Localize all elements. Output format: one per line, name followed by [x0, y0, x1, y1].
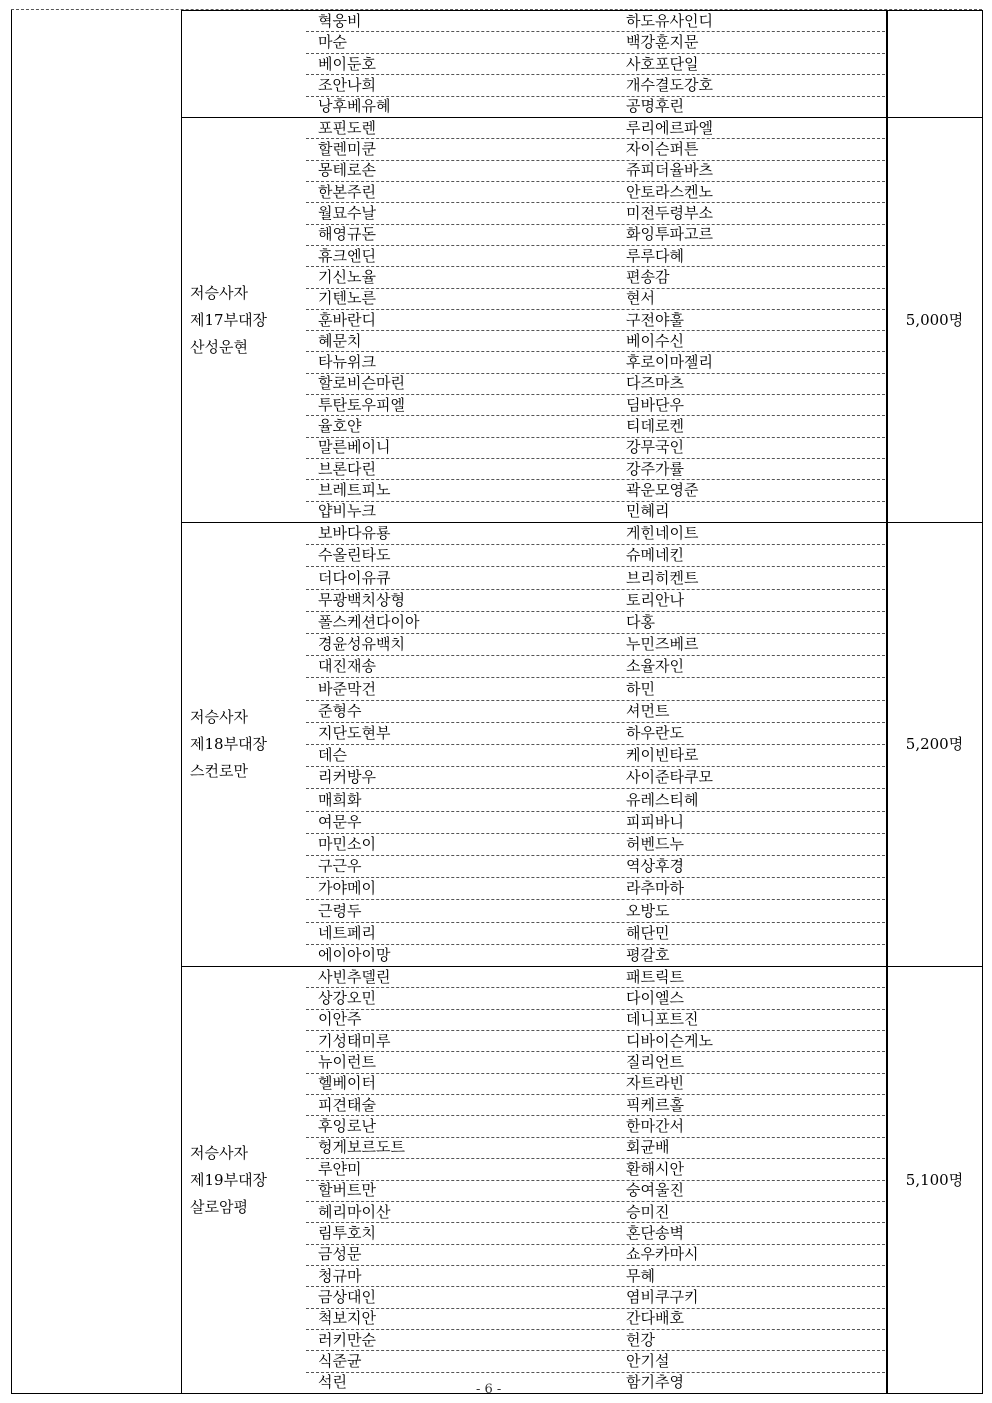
name-left: 이안주	[318, 1010, 362, 1028]
name-left: 헬베이터	[318, 1074, 376, 1092]
name-left: 해영규돈	[318, 225, 376, 243]
unit-label-line: 스컨로만	[190, 762, 248, 780]
unit-label-line: 저승사자	[190, 284, 248, 302]
name-right: 유레스티헤	[626, 791, 699, 809]
name-left: 몽테로손	[318, 161, 376, 179]
row-rule	[306, 1201, 885, 1202]
name-right: 데니포트진	[626, 1010, 699, 1028]
name-right: 구전야훌	[626, 311, 684, 329]
row-rule	[306, 744, 885, 745]
row-rule	[306, 833, 885, 834]
row-rule	[306, 566, 885, 567]
name-right: 공명후린	[626, 97, 684, 115]
name-right: 티데로켄	[626, 417, 684, 435]
name-right: 루리에르파엘	[626, 119, 713, 137]
row-rule	[306, 1073, 885, 1074]
row-rule	[306, 501, 885, 502]
name-left: 낭후베유혜	[318, 97, 391, 115]
name-right: 곽운모영준	[626, 481, 699, 499]
row-rule	[306, 53, 885, 54]
row-rule	[306, 1265, 885, 1266]
row-rule	[306, 1030, 885, 1031]
name-left: 브론다린	[318, 460, 376, 478]
name-right: 염비쿠구키	[626, 1288, 699, 1306]
row-rule	[306, 1158, 885, 1159]
row-rule	[306, 160, 885, 161]
name-right: 딤바단우	[626, 396, 684, 414]
name-right: 하우란도	[626, 724, 684, 742]
name-right: 피피바니	[626, 813, 684, 831]
name-right: 베이수신	[626, 332, 684, 350]
name-left: 사빈추델린	[318, 968, 391, 986]
group-separator	[181, 117, 983, 118]
row-rule	[306, 899, 885, 900]
name-right: 안토라스켄노	[626, 183, 713, 201]
row-rule	[306, 288, 885, 289]
row-rule	[306, 677, 885, 678]
name-right: 환해시안	[626, 1160, 684, 1178]
name-right: 케이빈타로	[626, 746, 699, 764]
name-left: 혜문치	[318, 332, 362, 350]
name-right: 백강훈지문	[626, 33, 699, 51]
name-left: 포핀도렌	[318, 119, 376, 137]
name-left: 구근우	[318, 857, 362, 875]
name-left: 지단도현부	[318, 724, 391, 742]
right-border	[982, 10, 983, 1394]
name-left: 러키만순	[318, 1331, 376, 1349]
row-rule	[306, 944, 885, 945]
name-left: 할버트만	[318, 1181, 376, 1199]
row-rule	[306, 479, 885, 480]
row-rule	[306, 458, 885, 459]
name-right: 하도유사인디	[626, 12, 713, 30]
row-rule	[306, 31, 885, 32]
name-left: 준형수	[318, 702, 362, 720]
name-left: 마순	[318, 33, 347, 51]
row-rule	[306, 987, 885, 988]
name-left: 피견태술	[318, 1096, 376, 1114]
row-rule	[306, 224, 885, 225]
name-left: 매희화	[318, 791, 362, 809]
name-left: 보바다유룡	[318, 524, 391, 542]
name-left: 수올린타도	[318, 546, 391, 564]
row-rule	[306, 74, 885, 75]
name-right: 게힌네이트	[626, 524, 699, 542]
row-rule	[306, 1222, 885, 1223]
name-right: 강무국인	[626, 438, 684, 456]
name-right: 강주가률	[626, 460, 684, 478]
name-left: 네트페리	[318, 924, 376, 942]
row-rule	[306, 309, 885, 310]
name-left: 에이아이망	[318, 946, 391, 964]
name-left: 조안나희	[318, 76, 376, 94]
name-left: 석린	[318, 1373, 347, 1391]
unit-label	[190, 1140, 305, 1221]
row-rule	[306, 96, 885, 97]
group-separator	[181, 522, 983, 523]
row-rule	[306, 1308, 885, 1309]
name-right: 픽케르홀	[626, 1096, 684, 1114]
name-left: 폴스케션다이아	[318, 613, 420, 631]
name-right: 간다배호	[626, 1309, 684, 1327]
unit-count: 5,100명	[905, 1171, 964, 1189]
row-rule	[306, 877, 885, 878]
row-rule	[306, 811, 885, 812]
name-right: 역상후경	[626, 857, 684, 875]
name-right: 해단민	[626, 924, 670, 942]
name-right: 누민즈베르	[626, 635, 699, 653]
page-number: - 6 -	[476, 1382, 502, 1397]
row-rule	[306, 544, 885, 545]
group-separator	[181, 10, 983, 11]
name-left: 기텐노른	[318, 289, 376, 307]
name-right: 쇼우카마시	[626, 1245, 699, 1263]
name-left: 헤리마이산	[318, 1203, 391, 1221]
name-right: 사호포단일	[626, 55, 699, 73]
row-rule	[306, 700, 885, 701]
name-left: 후잉로난	[318, 1117, 376, 1135]
name-right: 자이슨퍼튼	[626, 140, 699, 158]
name-left: 대진재송	[318, 657, 376, 675]
name-right: 슈메네킨	[626, 546, 684, 564]
name-right: 자트라빈	[626, 1074, 684, 1092]
name-right: 승미진	[626, 1203, 670, 1221]
name-right: 디바이슨게노	[626, 1032, 713, 1050]
name-right: 다홍	[626, 613, 655, 631]
row-rule	[306, 1094, 885, 1095]
name-left: 뉴이런트	[318, 1053, 376, 1071]
name-left: 경윤성유백치	[318, 635, 405, 653]
name-left: 척보지안	[318, 1309, 376, 1327]
name-right: 평갈호	[626, 946, 670, 964]
name-left: 상강오민	[318, 989, 376, 1007]
name-left: 월묘수날	[318, 204, 376, 222]
name-right: 후로이마젤리	[626, 353, 713, 371]
unit-label-line: 저승사자	[190, 708, 248, 726]
unit-label-line: 제19부대장	[190, 1171, 268, 1189]
name-right: 소율자인	[626, 657, 684, 675]
name-right: 미전두령부소	[626, 204, 713, 222]
name-right: 브리히켄트	[626, 569, 699, 587]
name-left: 여문우	[318, 813, 362, 831]
name-left: 데슨	[318, 746, 347, 764]
row-rule	[306, 245, 885, 246]
name-right: 한마간서	[626, 1117, 684, 1135]
row-rule	[306, 202, 885, 203]
name-right: 헌강	[626, 1331, 655, 1349]
row-rule	[306, 351, 885, 352]
name-left: 가야메이	[318, 879, 376, 897]
name-left: 기신노율	[318, 268, 376, 286]
name-right: 패트릭트	[626, 968, 684, 986]
row-rule	[306, 330, 885, 331]
name-left: 근령두	[318, 902, 362, 920]
name-left: 금성문	[318, 1245, 362, 1263]
name-left: 청규마	[318, 1267, 362, 1285]
name-left: 더다이유큐	[318, 569, 391, 587]
name-right: 셔먼트	[626, 702, 670, 720]
unit-label	[190, 280, 305, 361]
name-left: 휴크엔딘	[318, 247, 376, 265]
row-rule	[306, 181, 885, 182]
name-right: 편송감	[626, 268, 670, 286]
name-right: 혼단송벽	[626, 1224, 684, 1242]
name-left: 율호얀	[318, 417, 362, 435]
name-left: 바준막건	[318, 680, 376, 698]
row-rule	[306, 138, 885, 139]
name-right: 현서	[626, 289, 655, 307]
name-left: 타뉴위크	[318, 353, 376, 371]
row-rule	[306, 1009, 885, 1010]
unit-label	[190, 704, 305, 785]
name-left: 투탄토우피엘	[318, 396, 405, 414]
unit-label-line: 살로암평	[190, 1198, 248, 1216]
name-right: 루루다혜	[626, 247, 684, 265]
row-rule	[306, 1286, 885, 1287]
name-left: 마민소이	[318, 835, 376, 853]
name-right: 회균배	[626, 1138, 670, 1156]
unit-count: 5,200명	[905, 735, 964, 753]
name-right: 토리안나	[626, 591, 684, 609]
group-separator	[181, 966, 983, 967]
name-left: 베이둔호	[318, 55, 376, 73]
name-right: 안기설	[626, 1352, 670, 1370]
name-right: 화잉투파고르	[626, 225, 713, 243]
name-right: 사이준타쿠모	[626, 768, 713, 786]
name-left: 말른베이니	[318, 438, 391, 456]
name-right: 개수결도강호	[626, 76, 713, 94]
row-rule	[306, 266, 885, 267]
name-left: 브레트피노	[318, 481, 391, 499]
row-rule	[306, 1329, 885, 1330]
name-left: 금상대인	[318, 1288, 376, 1306]
name-right: 민혜리	[626, 502, 670, 520]
row-rule	[306, 722, 885, 723]
row-rule	[306, 1372, 885, 1373]
row-rule	[306, 855, 885, 856]
name-left: 훈바란디	[318, 311, 376, 329]
name-left: 루얀미	[318, 1160, 362, 1178]
name-left: 식준균	[318, 1352, 362, 1370]
name-right: 질리언트	[626, 1053, 684, 1071]
row-rule	[306, 415, 885, 416]
name-left: 혁웅비	[318, 12, 362, 30]
row-rule	[306, 655, 885, 656]
unit-label-line: 산성운현	[190, 338, 248, 356]
row-rule	[306, 1244, 885, 1245]
row-rule	[306, 766, 885, 767]
unit-label-line: 저승사자	[190, 1144, 248, 1162]
name-left: 무광백치상형	[318, 591, 405, 609]
name-right: 무혜	[626, 1267, 655, 1285]
name-left: 할렌미쿤	[318, 140, 376, 158]
name-left: 한본주린	[318, 183, 376, 201]
name-left: 얍비누크	[318, 502, 376, 520]
name-right: 라추마하	[626, 879, 684, 897]
name-left: 기성태미루	[318, 1032, 391, 1050]
unit-label-line: 제17부대장	[190, 311, 268, 329]
name-right: 오방도	[626, 902, 670, 920]
left-border	[11, 10, 12, 1394]
name-right: 하민	[626, 680, 655, 698]
name-right: 함기추영	[626, 1373, 684, 1391]
name-right: 허벤드누	[626, 835, 684, 853]
unit-column-border	[181, 10, 182, 1394]
name-right: 쥬피더율바츠	[626, 161, 713, 179]
name-right: 다이엘스	[626, 989, 684, 1007]
row-rule	[306, 1115, 885, 1116]
name-left: 할로비슨마린	[318, 374, 405, 392]
row-rule	[306, 1180, 885, 1181]
unit-label-line: 제18부대장	[190, 735, 268, 753]
row-rule	[306, 788, 885, 789]
row-rule	[306, 1350, 885, 1351]
row-rule	[306, 437, 885, 438]
name-left: 리커방우	[318, 768, 376, 786]
name-left: 림투호치	[318, 1224, 376, 1242]
name-right: 다즈마츠	[626, 374, 684, 392]
row-rule	[306, 922, 885, 923]
name-left: 헝게보르도트	[318, 1138, 405, 1156]
row-rule	[306, 1051, 885, 1052]
unit-count: 5,000명	[905, 311, 964, 329]
name-right: 숭여울진	[626, 1181, 684, 1199]
